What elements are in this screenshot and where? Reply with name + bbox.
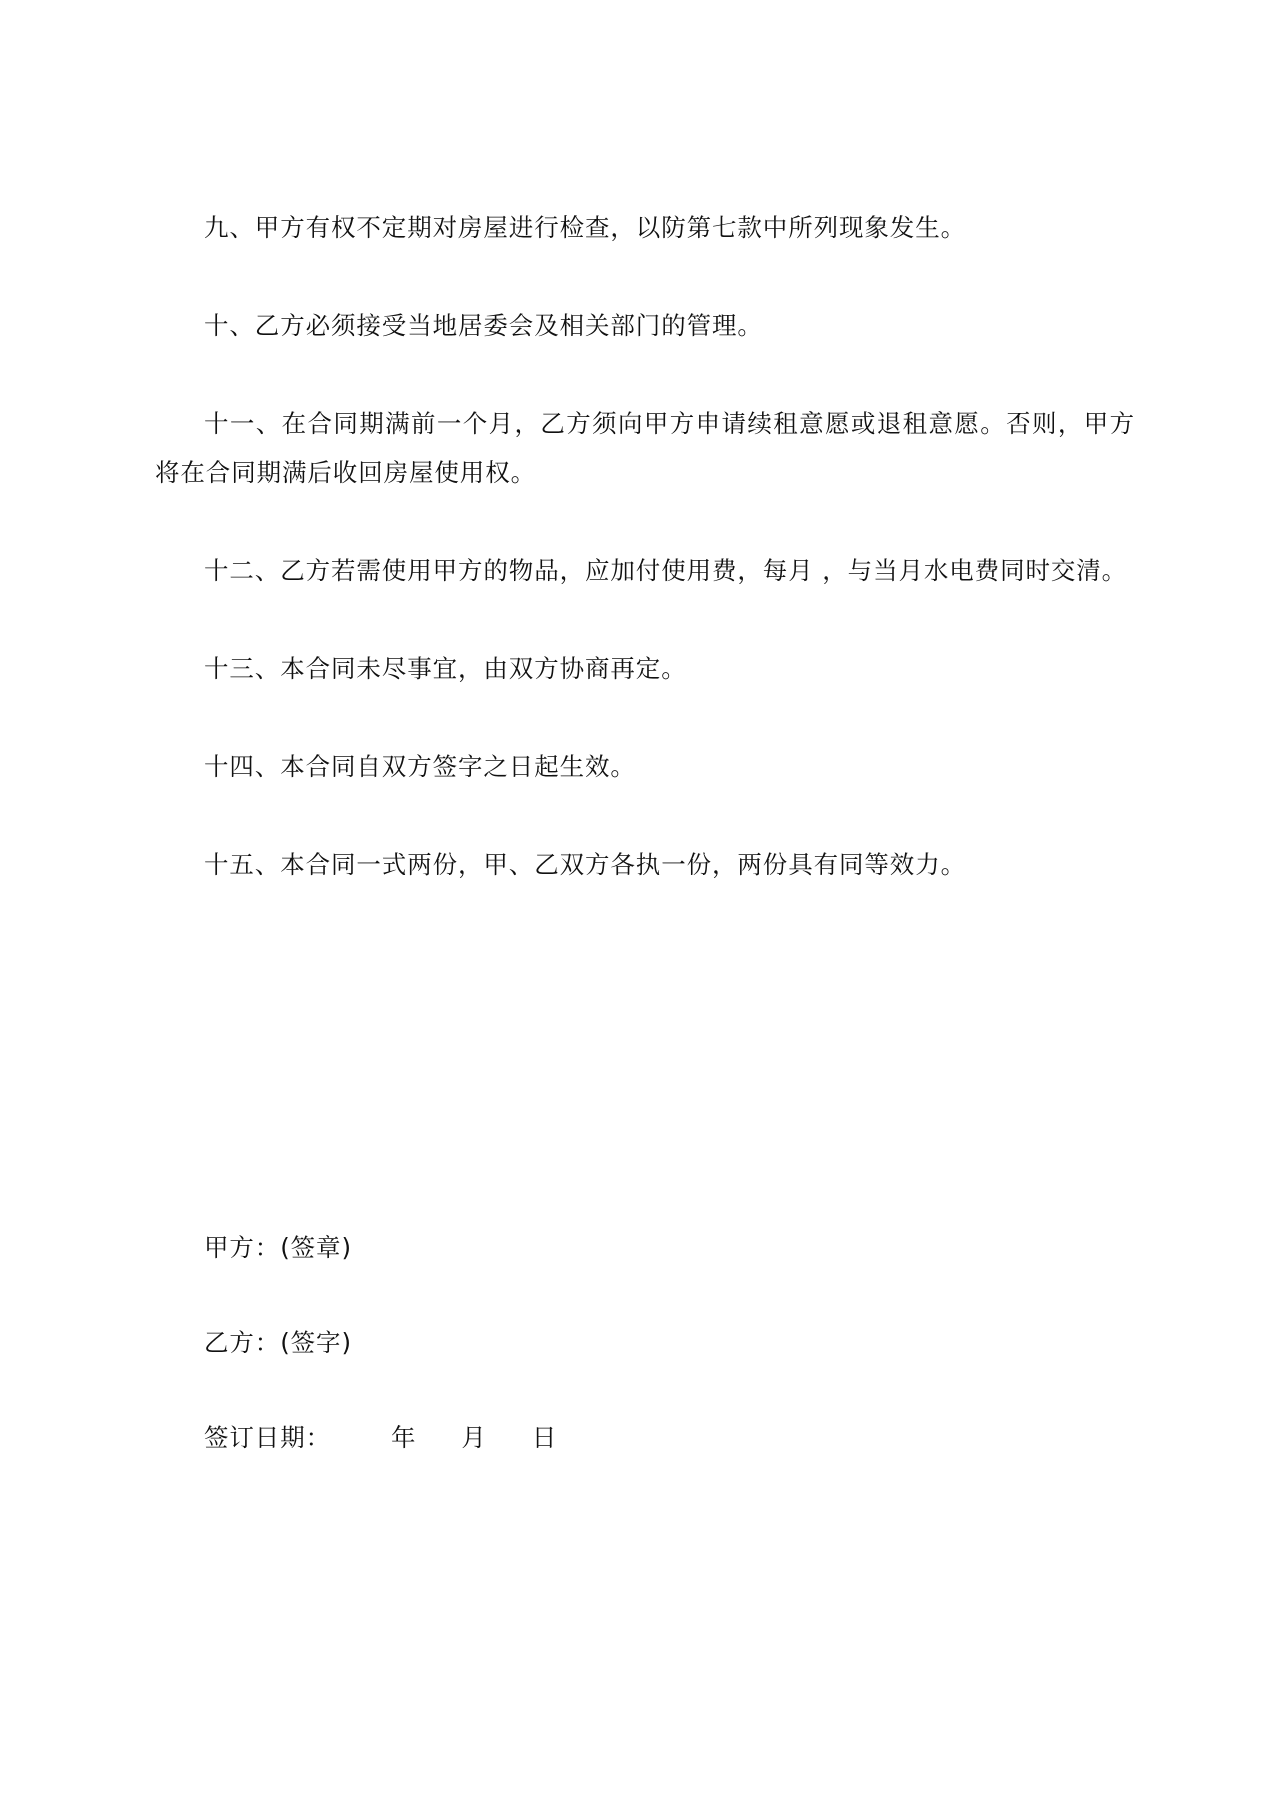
date-year: 年 [391, 1423, 417, 1452]
date-month: 月 [461, 1423, 487, 1452]
party-a-signature: 甲方：(签章) [204, 1233, 352, 1262]
party-b-signature: 乙方：(签字) [204, 1328, 352, 1357]
signing-date [155, 1418, 557, 1458]
date-day: 日 [531, 1423, 558, 1452]
clause-12: 十二、乙方若需使用甲方的物品，应加付使用费，每月 ，与当月水电费同时交清。 [204, 556, 1128, 585]
clause-10: 十、乙方必须接受当地居委会及相关部门的管理。 [204, 311, 763, 340]
contract-clauses [155, 203, 1135, 938]
date-label: 签订日期： [204, 1423, 331, 1452]
clause-14: 十四、本合同自双方签字之日起生效。 [204, 752, 636, 781]
clause-9: 九、甲方有权不定期对房屋进行检查，以防第七款中所列现象发生。 [204, 213, 966, 242]
clause-11: 十一、在合同期满前一个月，乙方须向甲方申请续租意愿或退租意愿。否则，甲方将在合同期满后收回房屋使用权。 [155, 409, 1135, 487]
clause-15: 十五、本合同一式两份，甲、乙双方各执一份，两份具有同等效力。 [204, 850, 966, 879]
clause-13: 十三、本合同未尽事宜，由双方协商再定。 [204, 654, 687, 683]
